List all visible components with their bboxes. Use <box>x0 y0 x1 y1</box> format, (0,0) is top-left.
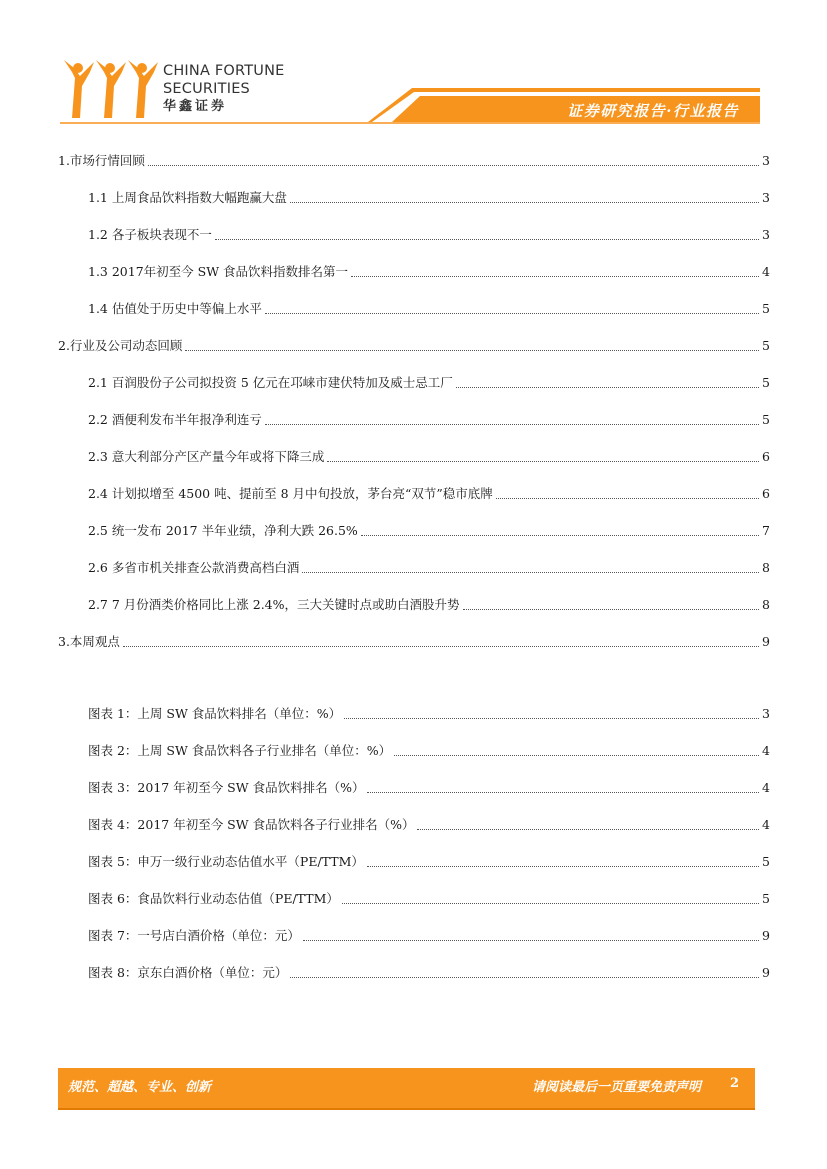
toc-entry[interactable] <box>88 187 770 207</box>
toc-entry[interactable] <box>88 372 770 392</box>
brand-name-line2: SECURITIES <box>163 81 250 97</box>
page-header <box>0 0 827 130</box>
toc-page: 5 <box>762 375 770 390</box>
brand-name-line1: CHINA FORTUNE <box>163 63 285 79</box>
company-logo <box>60 58 160 120</box>
toc-title: 2.1 百润股份子公司拟投资 5 亿元在邛崃市建伏特加及威士忌工厂 <box>88 375 453 390</box>
toc-entry[interactable] <box>58 631 770 651</box>
toc-entry[interactable] <box>88 261 770 281</box>
toc-entry[interactable] <box>88 557 770 577</box>
toc-title: 2.6 多省市机关排查公款消费高档白酒 <box>88 560 300 575</box>
figure-page: 9 <box>762 928 770 943</box>
toc-title: 1.1 上周食品饮料指数大幅跑赢大盘 <box>88 190 287 205</box>
figure-title: 图表 6：食品饮料行业动态估值（PE/TTM） <box>88 891 339 906</box>
toc-page: 5 <box>762 338 770 353</box>
toc-title: 2.4 计划拟增至 4500 吨、提前至 8 月中旬投放，茅台亮“双节”稳市底牌 <box>88 486 493 501</box>
figure-page: 4 <box>762 780 770 795</box>
toc-page: 8 <box>762 597 770 612</box>
figure-entry[interactable] <box>88 925 770 945</box>
toc-page: 6 <box>762 449 770 464</box>
toc-page: 8 <box>762 560 770 575</box>
figure-title: 图表 3：2017 年初至今 SW 食品饮料排名（%） <box>88 780 365 795</box>
toc-title: 1.2 各子板块表现不一 <box>88 227 212 242</box>
figure-title: 图表 5：申万一级行业动态估值水平（PE/TTM） <box>88 854 364 869</box>
toc-title: 2.2 酒便利发布半年报净利连亏 <box>88 412 262 427</box>
toc-page: 3 <box>762 227 770 242</box>
figure-entry[interactable] <box>88 777 770 797</box>
toc-entry[interactable] <box>88 409 770 429</box>
figure-entry[interactable] <box>88 814 770 834</box>
toc-page: 6 <box>762 486 770 501</box>
toc-title: 2.行业及公司动态回顾 <box>58 338 183 353</box>
figure-page: 4 <box>762 743 770 758</box>
figure-page: 5 <box>762 854 770 869</box>
toc-page: 3 <box>762 153 770 168</box>
page-number: 2 <box>729 1076 739 1091</box>
toc-title: 1.3 2017年初至今 SW 食品饮料指数排名第一 <box>88 264 349 279</box>
toc-title: 2.7 7 月份酒类价格同比上涨 2.4%，三大关键时点或助白酒股升势 <box>88 597 460 612</box>
figure-entry[interactable] <box>88 851 770 871</box>
toc-entry[interactable] <box>88 594 770 614</box>
toc-title: 3.本周观点 <box>58 634 120 649</box>
figure-title: 图表 2：上周 SW 食品饮料各子行业排名（单位：%） <box>88 743 392 758</box>
figure-entry[interactable] <box>88 703 770 723</box>
company-motto: 规范、超越、专业、创新 <box>68 1080 212 1095</box>
figure-page: 4 <box>762 817 770 832</box>
figure-title: 图表 4：2017 年初至今 SW 食品饮料各子行业排名（%） <box>88 817 415 832</box>
toc-entry[interactable] <box>88 520 770 540</box>
figure-entry[interactable] <box>88 962 770 982</box>
toc-entry[interactable] <box>58 150 770 170</box>
company-brand <box>163 62 285 116</box>
toc-title: 2.3 意大利部分产区产量今年或将下降三成 <box>88 449 325 464</box>
toc-entry[interactable] <box>88 298 770 318</box>
report-type-label: 证券研究报告·行业报告 <box>567 102 739 120</box>
toc-page: 3 <box>762 190 770 205</box>
figure-page: 9 <box>762 965 770 980</box>
toc-title: 1.4 估值处于历史中等偏上水平 <box>88 301 262 316</box>
figure-entry[interactable] <box>88 740 770 760</box>
toc-title: 1.市场行情回顾 <box>58 153 145 168</box>
page-footer <box>58 1068 755 1110</box>
toc-entry[interactable] <box>88 224 770 244</box>
toc-page: 5 <box>762 301 770 316</box>
figure-title: 图表 8：京东白酒价格（单位：元） <box>88 965 288 980</box>
toc-entry[interactable] <box>88 446 770 466</box>
toc-page: 7 <box>762 523 770 538</box>
figure-title: 图表 1：上周 SW 食品饮料排名（单位：%） <box>88 706 342 721</box>
figure-title: 图表 7：一号店白酒价格（单位：元） <box>88 928 300 943</box>
toc-page: 5 <box>762 412 770 427</box>
disclaimer-notice: 请阅读最后一页重要免责声明 <box>531 1080 701 1095</box>
figure-page: 3 <box>762 706 770 721</box>
toc-title: 2.5 统一发布 2017 半年业绩，净利大跌 26.5% <box>88 523 358 538</box>
figure-page: 5 <box>762 891 770 906</box>
toc-entry[interactable] <box>88 483 770 503</box>
toc-page: 4 <box>762 264 770 279</box>
toc-page: 9 <box>762 634 770 649</box>
toc-entry[interactable] <box>58 335 770 355</box>
brand-name-chinese: 华鑫证券 <box>163 99 228 114</box>
figure-entry[interactable] <box>88 888 770 908</box>
